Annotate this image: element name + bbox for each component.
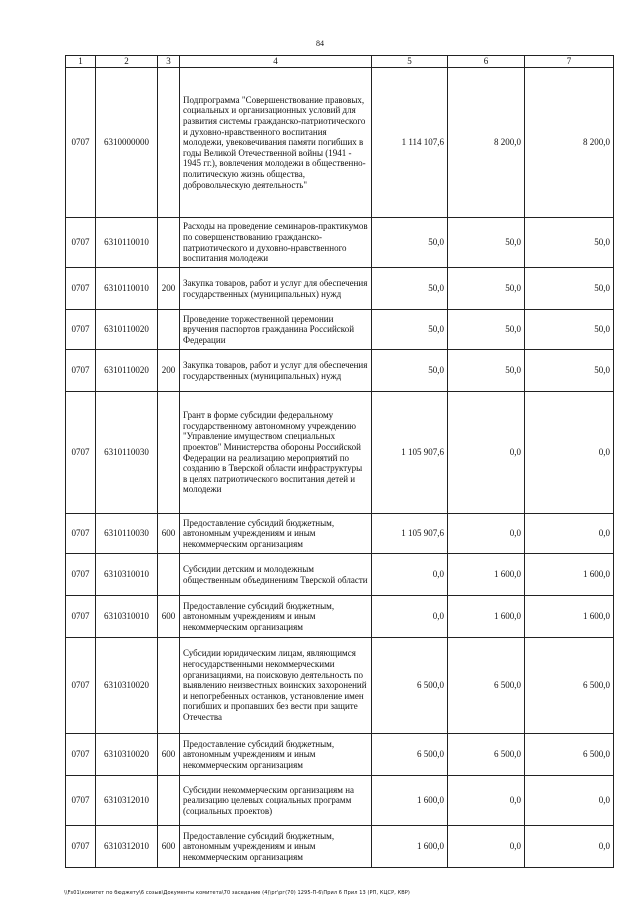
section-code-cell: 0707 [66,350,96,392]
value-col5-cell: 1 600,0 [372,776,448,826]
section-code-cell: 0707 [66,310,96,350]
table-row [66,68,614,218]
item-name-cell: Грант в форме субсидии федеральному государственному автономному учреждению "Управление имуществом специальных проектов" Министерства обороны Российской Федерации на реализацию мероприятий по созданию в Тверской области инфраструктуры в целях патриотического воспитания детей и молодежи [180,392,372,514]
table-row [66,392,614,514]
target-code-cell: 6310110030 [96,392,158,514]
value-col6-cell: 0,0 [448,392,525,514]
table-row [66,734,614,776]
value-col6-cell: 50,0 [448,310,525,350]
value-col7-cell: 6 500,0 [525,734,614,776]
target-code-cell: 6310310010 [96,596,158,638]
expense-type-cell [158,554,180,596]
expense-type-cell: 600 [158,734,180,776]
value-col5-cell: 0,0 [372,596,448,638]
section-code-cell: 0707 [66,392,96,514]
expense-type-cell [158,392,180,514]
value-col7-cell: 50,0 [525,268,614,310]
col-header-4: 4 [180,56,372,68]
footer-file-path: \\Fs01\комитет по бюджету\6 созыв\Документы комитета\70 заседание (4)\рг\рг(70) 1295-П-6\Прил 6 Прил 13 (РП, КЦСР, КВР) [64,890,410,896]
value-col5-cell: 1 600,0 [372,826,448,868]
section-code-cell: 0707 [66,554,96,596]
col-header-1: 1 [66,56,96,68]
item-name-cell: Предоставление субсидий бюджетным, автономным учреждениям и иным некоммерческим организациям [180,596,372,638]
expense-type-cell: 600 [158,826,180,868]
table-row [66,514,614,554]
item-name-cell: Предоставление субсидий бюджетным, автономным учреждениям и иным некоммерческим организациям [180,514,372,554]
section-code-cell: 0707 [66,68,96,218]
expense-type-cell [158,638,180,734]
expense-type-cell: 600 [158,596,180,638]
target-code-cell: 6310310020 [96,638,158,734]
value-col6-cell: 6 500,0 [448,734,525,776]
value-col7-cell: 0,0 [525,514,614,554]
target-code-cell: 6310000000 [96,68,158,218]
value-col6-cell: 0,0 [448,826,525,868]
value-col6-cell: 6 500,0 [448,638,525,734]
col-header-2: 2 [96,56,158,68]
value-col7-cell: 50,0 [525,310,614,350]
target-code-cell: 6310110020 [96,350,158,392]
section-code-cell: 0707 [66,826,96,868]
col-header-6: 6 [448,56,525,68]
value-col7-cell: 1 600,0 [525,554,614,596]
item-name-cell: Предоставление субсидий бюджетным, автономным учреждениям и иным некоммерческим организациям [180,734,372,776]
expense-type-cell: 200 [158,350,180,392]
item-name-cell: Закупка товаров, работ и услуг для обеспечения государственных (муниципальных) нужд [180,268,372,310]
item-name-cell: Проведение торжественной церемонии вручения паспортов гражданина Российской Федерации [180,310,372,350]
expense-type-cell [158,776,180,826]
col-header-7: 7 [525,56,614,68]
value-col5-cell: 0,0 [372,554,448,596]
section-code-cell: 0707 [66,638,96,734]
value-col5-cell: 50,0 [372,310,448,350]
value-col6-cell: 1 600,0 [448,596,525,638]
section-code-cell: 0707 [66,218,96,268]
table-row [66,268,614,310]
value-col5-cell: 1 114 107,6 [372,68,448,218]
value-col6-cell: 1 600,0 [448,554,525,596]
value-col6-cell: 50,0 [448,350,525,392]
expense-type-cell [158,218,180,268]
value-col6-cell: 8 200,0 [448,68,525,218]
value-col7-cell: 0,0 [525,826,614,868]
value-col7-cell: 50,0 [525,350,614,392]
col-header-3: 3 [158,56,180,68]
table-row [66,826,614,868]
value-col5-cell: 6 500,0 [372,638,448,734]
target-code-cell: 6310110020 [96,310,158,350]
budget-table [65,55,614,868]
expense-type-cell: 600 [158,514,180,554]
expense-type-cell [158,68,180,218]
target-code-cell: 6310312010 [96,826,158,868]
col-header-5: 5 [372,56,448,68]
item-name-cell: Субсидии детским и молодежным общественным объединениям Тверской области [180,554,372,596]
table-row [66,350,614,392]
value-col7-cell: 6 500,0 [525,638,614,734]
value-col6-cell: 0,0 [448,514,525,554]
item-name-cell: Расходы на проведение семинаров-практикумов по совершенствованию гражданско-патриотического и духовно-нравственного воспитания молодежи [180,218,372,268]
table-row [66,554,614,596]
value-col6-cell: 50,0 [448,218,525,268]
table-header-row [66,56,614,68]
value-col5-cell: 1 105 907,6 [372,514,448,554]
value-col6-cell: 50,0 [448,268,525,310]
section-code-cell: 0707 [66,596,96,638]
item-name-cell: Предоставление субсидий бюджетным, автономным учреждениям и иным некоммерческим организациям [180,826,372,868]
section-code-cell: 0707 [66,514,96,554]
value-col7-cell: 0,0 [525,776,614,826]
value-col7-cell: 0,0 [525,392,614,514]
target-code-cell: 6310110010 [96,268,158,310]
table-row [66,596,614,638]
section-code-cell: 0707 [66,734,96,776]
expense-type-cell: 200 [158,268,180,310]
item-name-cell: Субсидии юридическим лицам, являющимся негосударственными некоммерческими организациями, на поисковую деятельность по выявлению неизвестных воинских захоронений и непогребенных останков, установление имен погибших и пропавших без вести при защите Отечества [180,638,372,734]
table-row [66,776,614,826]
page-number: 84 [316,39,324,48]
item-name-cell: Субсидии некоммерческим организациям на реализацию целевых социальных программ (социальных проектов) [180,776,372,826]
table-row [66,638,614,734]
item-name-cell: Закупка товаров, работ и услуг для обеспечения государственных (муниципальных) нужд [180,350,372,392]
target-code-cell: 6310110030 [96,514,158,554]
table-row [66,218,614,268]
table-row [66,310,614,350]
target-code-cell: 6310110010 [96,218,158,268]
target-code-cell: 6310310020 [96,734,158,776]
value-col5-cell: 50,0 [372,218,448,268]
value-col7-cell: 1 600,0 [525,596,614,638]
section-code-cell: 0707 [66,776,96,826]
expense-type-cell [158,310,180,350]
value-col5-cell: 50,0 [372,350,448,392]
value-col7-cell: 8 200,0 [525,68,614,218]
value-col5-cell: 6 500,0 [372,734,448,776]
value-col5-cell: 50,0 [372,268,448,310]
section-code-cell: 0707 [66,268,96,310]
value-col6-cell: 0,0 [448,776,525,826]
value-col7-cell: 50,0 [525,218,614,268]
value-col5-cell: 1 105 907,6 [372,392,448,514]
target-code-cell: 6310312010 [96,776,158,826]
target-code-cell: 6310310010 [96,554,158,596]
item-name-cell: Подпрограмма "Совершенствование правовых, социальных и организационных условий для развития системы гражданско-патриотического и духовно-нравственного воспитания молодежи, увековечивания памяти погибших в годы Великой Отечественной войны (1941 - 1945 гг.), вовлечения молодежи в общественно-политическую жизнь общества, добровольческую деятельность" [180,68,372,218]
